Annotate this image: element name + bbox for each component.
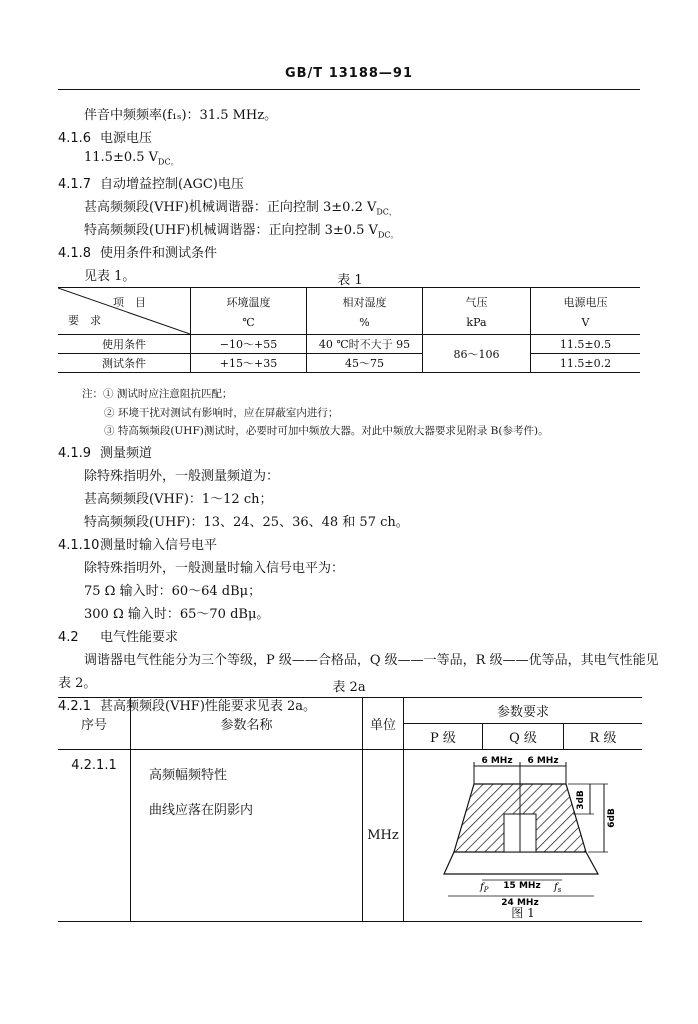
diag-bottom-label: 要 求 [68,314,101,327]
note-3: ③ 特高频频段(UHF)测试时，必要时可加中频放大器。对此中频放大器要求见附录 B(参考件)。 [104,425,549,437]
header-name: 气压 [465,295,488,309]
header-q-grade: Q 级 [483,724,564,750]
row-seq: 4.2.1.1 [58,750,131,922]
header-r-grade: R 级 [564,724,643,750]
sound-if-frequency: 伴音中频频率(f₁ₛ)：31.5 MHz。 [84,108,278,123]
row-label: 使用条件 [58,335,191,354]
row-unit: MHz [363,750,404,922]
header-rule [58,89,640,90]
header-unit: % [359,315,370,329]
label-6db: 6dB [607,808,617,828]
section-4-2 [58,626,178,645]
cell-pressure: 86～106 [423,335,531,373]
header-temperature [191,288,307,335]
frequency-response-figure [408,750,638,910]
table1-caption: 表 1 [337,273,363,288]
header-unit: 单位 [363,698,404,750]
label-fp: $f_P$ [480,882,489,894]
value-text: 特高频频段(UHF)机械调谐器：正向控制 3±0.5 V [84,223,378,238]
section-4-1-8 [58,242,217,261]
header-pressure [423,288,531,335]
header-name: 环境温度 [226,295,271,309]
lower-outline [444,852,598,874]
row-label: 测试条件 [58,354,191,373]
section-title: 使用条件和测试条件 [100,246,218,261]
header-unit: kPa [466,315,487,329]
cell-temp: +15～+35 [191,354,307,373]
text-line: 除特殊指明外，一般测量时输入信号电平为： [84,561,345,576]
section-title: 电源电压 [100,131,153,146]
diagonal-header-cell [58,288,191,335]
text-line: 调谐器电气性能分为三个等级，P 级——合格品，Q 级——一等品，R 级——优等品，其电气性能见 [84,653,659,668]
header-requirements: 参数要求 [404,698,643,724]
section-4-1-10 [58,534,217,553]
note-2: ② 环境干扰对测试有影响时，应在屏蔽室内进行； [104,407,339,419]
header-unit: ℃ [242,315,255,329]
param-name-line1: 高频幅频特性 [149,768,228,783]
section-number: 4.1.10 [58,538,100,553]
section-4-1-9 [58,442,152,461]
row-param-name [131,750,363,922]
header-name: 相对湿度 [342,295,387,309]
section-title: 电气性能要求 [100,630,179,645]
header-seq: 序号 [58,698,131,750]
agc-vhf [84,196,397,218]
text-line: 除特殊指明外，一般测量频道为： [84,469,280,484]
section-4-1-6 [58,127,152,146]
param-name-line2: 曲线应落在阴影内 [149,803,254,818]
cell-voltage: 11.5±0.5 [531,335,641,354]
section-number: 4.2.1 [58,699,92,714]
header-unit: V [581,315,590,329]
text-line: 300 Ω 输入时：65～70 dBμ。 [84,607,270,622]
label-bottom: 24 MHz [501,898,539,908]
text-line: 75 Ω 输入时：60～64 dBμ； [84,584,262,599]
section-number: 4.1.7 [58,177,92,192]
section-number: 4.1.8 [58,246,92,261]
label-fs: $f_s$ [554,882,562,894]
table-2a [58,697,642,922]
text-line: 甚高频频段(VHF)：1～12 ch； [84,492,273,507]
table2a-caption: 表 2a [332,680,366,695]
supply-voltage-value [84,150,179,168]
header-humidity [307,288,423,335]
value-text: 甚高频频段(VHF)机械调谐器：正向控制 3±0.2 V [84,200,377,215]
value-text: 11.5±0.5 V [84,150,159,165]
section-number: 4.1.6 [58,131,92,146]
cell-humidity: 40 ℃时不大于 95 [307,335,423,354]
header-param-name: 参数名称 [131,698,363,750]
figure-caption: 图 1 [511,906,535,920]
cell-voltage: 11.5±0.2 [531,354,641,373]
header-name: 电源电压 [563,295,608,309]
subscript: DC。 [377,230,399,240]
section-title: 自动增益控制(AGC)电压 [100,177,244,192]
header-voltage [531,288,641,335]
page-header: GB/T 13188—91 [284,66,414,81]
label-mid: 15 MHz [503,881,541,891]
section-number: 4.2 [58,630,79,645]
header-p-grade: P 级 [404,724,483,750]
label-top-left: 6 MHz [481,756,513,766]
section-title: 测量频道 [100,446,153,461]
cell-humidity: 45～75 [307,354,423,373]
subscript: DC， [376,207,397,217]
table-1 [58,287,640,373]
agc-uhf [84,219,399,241]
section-title: 测量时输入信号电平 [100,538,218,553]
text-line: 特高频频段(UHF)：13、24、25、36、48 和 57 ch。 [84,515,409,530]
diag-top-label: 项 目 [113,296,146,309]
label-top-right: 6 MHz [527,756,559,766]
see-table-1: 见表 1。 [84,269,136,284]
text-line [84,104,277,123]
label-3db: 3dB [576,790,586,810]
subscript: DC。 [158,157,179,167]
section-number: 4.1.9 [58,446,92,461]
section-title: 甚高频频段(VHF)性能要求见表 2a。 [100,699,317,714]
cell-temp: −10～+55 [191,335,307,354]
note-1: 注：① 测试时应注意阻抗匹配； [82,388,233,400]
section-4-1-7 [58,173,244,192]
figure-cell [404,750,643,922]
text-line: 表 2。 [58,676,97,691]
